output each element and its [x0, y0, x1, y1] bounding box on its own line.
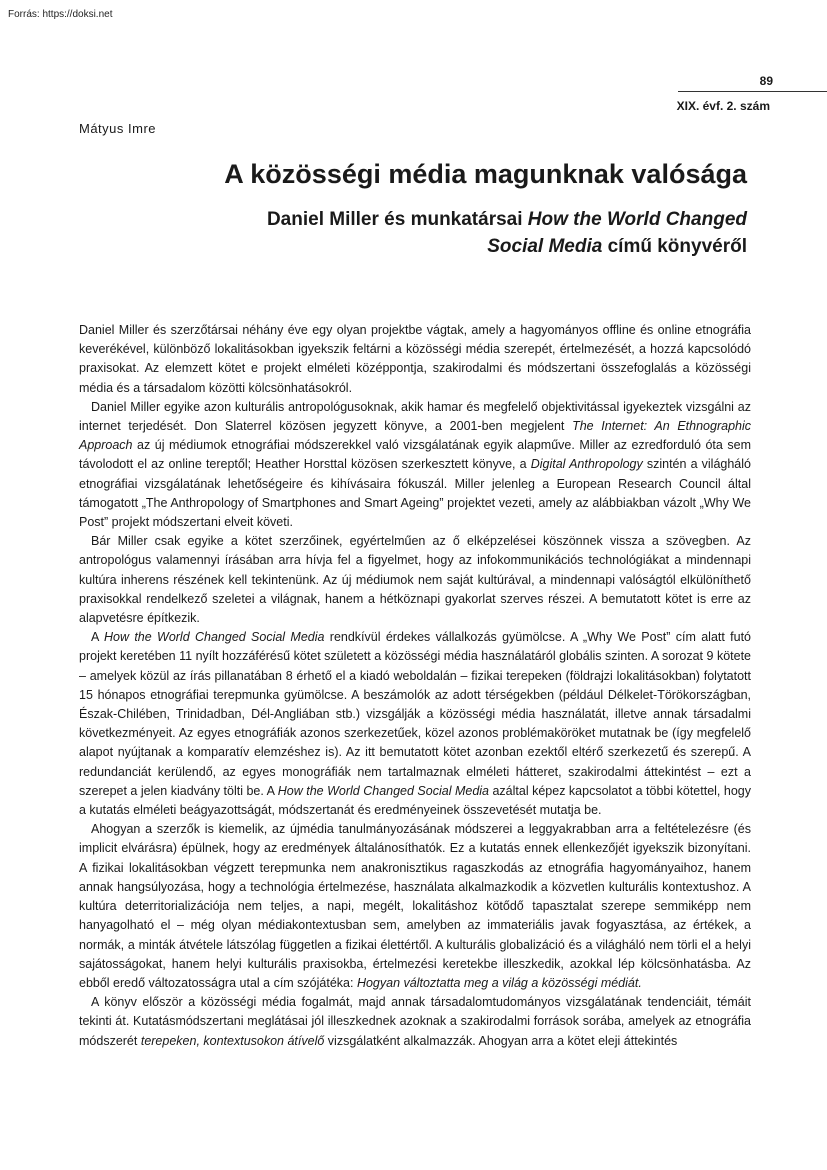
header-rule [678, 91, 827, 92]
subtitle-book-title: How the World Changed Social Media [487, 209, 747, 257]
paragraph-text: szintén a világháló etnográfiai vizsgálatának lehetőségeire és kihívásaira fókuszál. Miller jelenleg a European Research Council által támogatott „The Anthropology of Smartphones and Smart Ageing” projektet vezeti, amely az alábbiakban vázolt „Why We Post” projekt módszertani elveit követi. [79, 457, 751, 530]
article-title: A közösségi média magunknak valósága [224, 159, 747, 189]
body-paragraph [79, 628, 751, 820]
subtitle-text: Daniel Miller és munkatársai [266, 209, 528, 230]
author-name: Mátyus Imre [79, 121, 157, 136]
subtitle-text-end: című könyvéről [602, 236, 747, 257]
italic-phrase: Hogyan változtatta meg a világ a közösségi médiát. [356, 975, 642, 990]
body-paragraph [79, 993, 751, 1051]
body-paragraph [79, 321, 751, 398]
paragraph-text: A könyv először a közösségi média fogalmát, majd annak társadalomtudományos vizsgálatának tendenciáit, témáit tekinti át. Kutatásmódszertani meglátásai jól illeszkednek azoknak a szakirodalmi források sorába, amelyek az etnográfia módszerét [79, 995, 751, 1048]
article-subtitle [247, 206, 747, 260]
italic-phrase: How the World Changed Social Media [277, 783, 489, 798]
body-paragraph [79, 398, 751, 532]
paragraph-text: azáltal képez kapcsolatot a többi kötettel, hogy a kutatás elméleti beágyazottságát, módszertanát és eredményeinek összevetését mutatja be. [79, 783, 751, 818]
paragraph-text: A [91, 630, 104, 645]
italic-phrase: The Internet: An Ethnographic Approach [79, 419, 751, 453]
paragraph-text: Daniel Miller egyike azon kulturális antropológusoknak, akik hamar és megfelelő objektivitással igyekeztek vizsgálni az internet terjedését. Don Slaterrel közösen jegyzett könyve, a 2001-ben megjelent [79, 399, 751, 434]
italic-phrase: Digital Anthropology [530, 457, 643, 472]
paragraph-text: Ahogyan a szerzők is kiemelik, az újmédia tanulmányozásának módszerei a leggyakrabban arra a feltételezésre (és implicit elvárásra) épülnek, hogy az eredmények általánosíthatók. Ez a kutatás ennek ellenkezőjét igyekszik bizonyítani. A fizikai lokalitásokban végzett terepmunka nem anakronisztikus ragaszkodás az etnográfia hagyományaihoz, hanem annak hangsúlyozása, hogy a technológia értelmezése, használata alkalmazkodik a közvetlen kulturális kontextushoz. A kultúra deterritorializációja nem teljes, a napi, megélt, lokalitáshoz kötődő tapasztalat szerepe semmiképp nem hanyagolható el – még olyan médiakontextusban sem, amelyben az immateriális javak fogyasztása, az értékek, a normák, a minták átvétele látszólag független a fizikai élettértől. A kulturális globalizáció és a világháló nem törli el a helyi sajátosságokat, hanem helyi kulturális praxisokba, értelmezési keretekbe illeszkedik, azokkal lép kölcsönhatásba. Az ebből eredő változatosságra utal a cím szójátéka: [79, 822, 751, 990]
issue-label: XIX. évf. 2. szám [676, 99, 770, 113]
paragraph-text: Bár Miller csak egyike a kötet szerzőinek, egyértelműen az ő elképzelései köszönnek vissza a szövegben. Az antropológus valamennyi írásában arra hívja fel a figyelmet, hogy az infokommunikációs technológiákat a mindennapi kultúra inherens részének kell tekintenünk. Az új médiumok nem saját kultúrával, a mindennapi valóságtól elkülöníthető praxisokkal rendelkező szeletei a világnak, hanem a hétköznapi gyakorlat szerves részei. A bemutatott kötet is erre az alapvetésre építkezik. [79, 534, 751, 626]
italic-phrase: terepeken, kontextusokon átívelő [140, 1033, 325, 1048]
body-paragraph [79, 820, 751, 993]
italic-phrase: How the World Changed Social Media [103, 630, 325, 645]
source-note: Forrás: https://doksi.net [8, 9, 113, 20]
article-body [79, 321, 751, 1051]
paragraph-text: az új médiumok etnográfiai módszerekkel való vizsgálatának egyik alapműve. Miller az ezredforduló óta sem távolodott el az online tereptől; Heather Horsttal közösen szerkesztett könyve, a [79, 438, 751, 472]
body-paragraph [79, 532, 751, 628]
page-number: 89 [759, 74, 773, 88]
paragraph-text: Daniel Miller és szerzőtársai néhány éve egy olyan projektbe vágtak, amely a hagyományos offline és online etnográfia keverékével, különböző lokalitásokban igyekszik feltárni a közösségi média szerepét, értelmezését, a hozzá kapcsolódó praxisokat. Az elemzett kötet e projekt elméleti középpontja, szakirodalmi és módszertani összefoglalás a közösségi média és a társadalom közötti kölcsönhatásokról. [79, 323, 751, 395]
paragraph-text: vizsgálatként alkalmazzák. Ahogyan arra a kötet eleji áttekintés [324, 1033, 678, 1048]
paragraph-text: rendkívül érdekes vállalkozás gyümölcse. A „Why We Post” cím alatt futó projekt keretében 11 nyílt hozzáférésű kötet született a közösségi média használatáról globális szinten. A sorozat 9 kötete – amelyek közül az írás pillanatában 8 érhető el a kiadó weboldalán – fizikai terepeken (földrajzi lokalitásokban) folytatott 15 hónapos etnográfiai terepmunka gyümölcse. A beszámolók az adott térségekben (például Délkelet-Törökországban, Észak-Chilében, Trinidadban, Dél-Angliában stb.) vizsgálják a közösségi média használatát, illetve annak társadalmi következményeit. Az egyes etnográfiák azonos szerkezetűek, közel azonos problémaköröket mutatnak be (így megfelelő alapot nyújtanak a komparatív elemzéshez is). Az itt bemutatott kötet azonban ezektől eltérő szerkezetű és szerepű. A redundanciát kerülendő, az egyes monográfiák nem tartalmaznak elméleti hátteret, szakirodalmi áttekintést – ezt a szerepet a jelen kiadvány tölti be. A [79, 630, 752, 798]
